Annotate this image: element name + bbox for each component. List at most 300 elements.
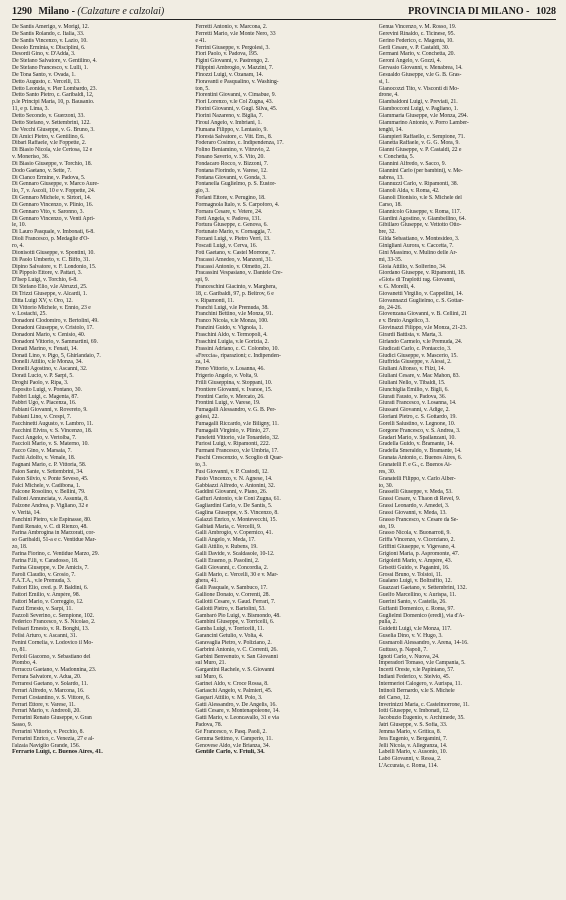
listing-entry: Fornara Cesare, v. Vetere, 24.: [195, 208, 263, 215]
listing-entry: bre, 32.: [378, 229, 396, 236]
listing-entry: Giannuzzi Carlo, v. Ripamonti, 38.: [378, 181, 459, 188]
listing-entry: Galbiati Maria, c. Vercelli, 9.: [195, 523, 262, 530]
listing-entry: Frilli Giuseppina, v. Stoppani, 10.: [195, 379, 273, 386]
listing-entry: Gianoli Dionisio, v.le S. Michele del: [378, 195, 462, 202]
listing-entry: Gargantini Rachele, v. S. Giovanni: [195, 667, 275, 674]
listing-entry: Gerevini Rinaldo, c. Ticinese, 95.: [378, 30, 455, 37]
listing-entry: Di Gennaro Vito, v. Saronno, 3.: [12, 208, 84, 215]
listing-entry: Desolo Erminia, v. Disciplini, 6.: [12, 44, 86, 51]
listing-entry: Fanchini Pietro, v.le Espinasse, 80.: [12, 516, 92, 523]
listing-entry: Farina Giuseppe, v. De Amicis, 7.: [12, 564, 89, 571]
listing-entry: Giambaldoni Luigi, v. Previati, 21.: [378, 99, 458, 106]
listing-entry: Incerti Oreste, v.le Papiniano, 57.: [378, 667, 455, 674]
listing-entry: Faion Sante, v. Settembrini, 34.: [12, 468, 84, 475]
listing-entry: v. Ripamonti, 11.: [195, 297, 235, 304]
listing-entry: res, 30.: [378, 468, 396, 475]
listing-entry: Forzani Luigi, v. Pietro Verri, 13.: [195, 236, 271, 243]
listing-entry: Griffa Vincenzo, v. Cicerziano, 2.: [378, 537, 455, 544]
listing-entry: Giammaria Giuseppe, v.le Monza, 294.: [378, 112, 468, 119]
listing-entry: Giovannazzi Guglielmo, c. S. Gottar-: [378, 297, 464, 304]
listing-entry: Gesualdo Giuseppe, v.le G. B. Gras-: [378, 71, 462, 78]
listing-entry: Farina Fiorino, c. Ventidue Marzo, 29.: [12, 550, 100, 557]
listing-entry: Gini Massimo, v. Mulino delle Ar-: [378, 249, 458, 256]
listing-entry: Fiorentini Giovanni, v. Cimabue, 9.: [195, 92, 276, 99]
listing-entry: Detto Augusto, c. Vercelli, 13.: [12, 78, 81, 85]
listing-entry: e v. Bruto Angelico, 3.: [378, 318, 430, 325]
listing-entry: Gatti Mario, v. Leoncavallo, 31 e via: [195, 715, 279, 722]
listing-entry: Fiori Lorenzo, v.le Col Zugna, 43.: [195, 99, 273, 106]
listing-entry: Donati Marino, v. Fenati, 14.: [12, 345, 78, 352]
listing-entry: gio, 3.: [195, 188, 210, 195]
listing-entry: Gianoli Alda, v. Roma, 42.: [378, 188, 440, 195]
listing-entry: Franceschini Giacinto, v. Marghera,: [195, 284, 277, 291]
listing-entry: Gloriani Pietro, c. S. Gottardo, 19.: [378, 414, 457, 421]
listing-entry: Di Gennaro Giuseppe, v. Marco Aure-: [12, 181, 99, 188]
listing-entry: Ferrario Luigi, c. Buenos Aires, 41.: [12, 749, 103, 756]
listing-entry: Giannicolo Giuseppe, v. Roma, 117.: [378, 208, 462, 215]
listing-entry: Fraschini Aldo, v. Termopoli, 4.: [195, 331, 268, 338]
listing-entry: Franco Nicola, v.le Monza, 100.: [195, 318, 269, 325]
listing-entry: Fenini Cornelia, v. Lodovico il Mo-: [12, 639, 94, 646]
listing-entry: Gorgone Francesco, v. S. Andrea, 3.: [378, 427, 461, 434]
listing-entry: Giuliani Alfonso, v. Filzi, 14.: [378, 366, 446, 373]
listing-entry: Fumagalli Alessandro, v. G. B. Per-: [195, 407, 277, 414]
listing-entry: Donadoni Vittorio, v. Sammartini, 69.: [12, 338, 98, 345]
listing-entry: Di Gennaro Vincenzo, v. Venti Apri-: [12, 215, 95, 222]
listing-entry: Donadoni Giuseppe, v. Cristolo, 17.: [12, 325, 94, 332]
listing-entry: Florestà Salvatore, c. Vitt. Em., 8.: [195, 133, 273, 140]
listing-entry: Giuffrida Giuseppe, v. Alessi, 2.: [378, 359, 452, 366]
listing-entry: Grigoletti Mario, v. Ampère, 43.: [378, 557, 453, 564]
listing-entry: Guselia Dino, v. V. Hugo, 3.: [378, 633, 443, 640]
listing-entry: sul Muro, 6.: [195, 674, 224, 681]
listing-entry: Grisotti Guido, v. Paganini, 16.: [378, 564, 450, 571]
listing-entry: Dioli Francesco, p. Medaglie d'O-: [12, 236, 90, 243]
listing-entry: Giovinazzi Filippo, v.le Monza, 21-23.: [378, 325, 467, 332]
listing-entry: «Giot» di Traplotti rag. Giovanni,: [378, 277, 456, 284]
listing-entry: Giussani Giovanni, v. Adige, 2.: [378, 407, 450, 414]
listing-entry: Guazzari Gaetano, v. Settembrini, 132.: [378, 585, 467, 592]
listing-entry: le, 10.: [12, 222, 26, 229]
columns: [12, 24, 556, 770]
page-header: [12, 6, 556, 20]
listing-entry: Gentile Carlo, v. Friuli, 34.: [195, 749, 265, 756]
listing-entry: De Santis Amerigo, v. Morigi, 12.: [12, 24, 90, 30]
listing-entry: to, 3.: [195, 462, 207, 468]
listing-entry: Fracassini Vespasiano, v. Dantele Cre-: [195, 270, 283, 277]
listing-entry: zo, 18.: [12, 544, 28, 551]
listing-entry: Fiumana Filippo, v. Lentasio, 9.: [195, 126, 268, 133]
listing-entry: Indiani Federico, v. Stelvio, 45.: [378, 674, 451, 681]
listing-entry: drone, 4.: [378, 92, 399, 99]
listing-entry: Firoul Angelo, v. Imbriani, 1.: [195, 119, 262, 126]
listing-entry: Imperadori Tomaso, v.le Campania, 5.: [378, 660, 466, 667]
listing-entry: Droghi Paolo, v. Ripa, 3.: [12, 379, 69, 386]
listing-entry: Ferrarini Vittorio, v. Pecchio, 8.: [12, 728, 84, 735]
listing-entry: Di Cianco Ermine, v. Padova, 5.: [12, 174, 86, 181]
listing-entry: sul Muro, 21.: [195, 660, 226, 667]
listing-entry: Giordano Giuseppe, v. Ripamonti, 18.: [378, 270, 466, 277]
listing-entry: Gilda Sebastiano, v. Montesideo, 3.: [378, 236, 460, 243]
listing-entry: Galli Erasmo, p. Pasolini, 2.: [195, 557, 260, 564]
listing-entry: Girardi Battista, v. Marta, 3.: [378, 331, 443, 338]
listing-entry: Giovenzana Giovanni, v. B. Cellini, 21: [378, 311, 468, 318]
listing-entry: Giudici Giuseppe, v. Mascerio, 15.: [378, 352, 458, 359]
listing-entry: Falci Michele, v. Cadibona, 1.: [12, 482, 81, 489]
listing-entry: Granatelli Filippo, v. Carlo Alber-: [378, 475, 456, 482]
listing-entry: Dionisotti Giuseppe, v. Spontini, 10.: [12, 249, 95, 256]
listing-entry: Di Gennaro Vincenzo, v. Plinio, 16.: [12, 201, 93, 208]
listing-entry: Carso, 18.: [378, 201, 402, 208]
listing-entry: Gioia Attilio, v. Solferino, 34.: [378, 263, 447, 270]
listing-entry: Gabbiazzi Alfredo, v. Antonini, 32.: [195, 482, 275, 489]
listing-entry: Labelli Mario, v. Ausonio, 10.: [378, 749, 447, 756]
listing-entry: Grassi Giovanni, v. Meda, 13.: [378, 509, 447, 516]
listing-entry: Frassini Adriano, c. C. Colombo, 10.: [195, 345, 279, 352]
listing-entry: Fonano Saverio, v. S. Vito, 20.: [195, 154, 265, 161]
listing-entry: Germani Mario, v. Conchetta, 20.: [378, 51, 455, 58]
listing-entry: Funeletti Vittorio, v.le Tonardelo, 32.: [195, 434, 280, 441]
listing-entry: Facci Angelo, v. Vertolba, 7.: [12, 434, 77, 441]
listing-entry: to, 30.: [378, 482, 393, 489]
listing-entry: Giammarino Antonio, v. Porro Lamber-: [378, 119, 469, 126]
listing-entry: v. Verità, 14.: [12, 509, 41, 516]
listing-entry: Ginigliani Aurora, v. Caccetta, 7.: [378, 243, 454, 249]
listing-entry: Gerli Cesare, v. P. Castaldi, 30.: [378, 44, 450, 51]
listing-entry: Galli Giovanni, c. Concordia, 2.: [195, 564, 269, 571]
listing-entry: Facchinetti Augusto, v. Lambro, 11.: [12, 420, 94, 427]
listing-entry: Di Lauro Pasquale, v. Imbonati, 6-8.: [12, 229, 95, 236]
listing-entry: Griffini Giuseppe, v. Vigevano, 4.: [378, 544, 456, 551]
listing-entry: Fattori Elio, cred. p. P. Baldini, 6.: [12, 585, 89, 592]
listing-entry: tenghi, 14.: [378, 126, 403, 133]
listing-entry: Giovanetti Virgilio, v. Cappellini, 14.: [378, 290, 464, 297]
listing-entry: Grasselli Giuseppe, v. Meda, 53.: [378, 489, 453, 496]
listing-entry: Jacobuzio Eugenio, v. Archimede, 35.: [378, 715, 465, 722]
listing-entry: Galli Davide, v. Scaldasole, 10-12.: [195, 550, 275, 557]
listing-entry: ro, 81.: [12, 646, 27, 653]
listing-entry: Jemma Mario, v. Gritica, 8.: [378, 728, 442, 735]
listing-entry: Felisi Arturo, v. Ascanni, 31.: [12, 633, 78, 640]
listing-entry: Grassi Leonardo, v. Amedei, 3.: [378, 503, 450, 510]
listing-entry: Ferrari Alfredo, v. Marcona, 16.: [12, 687, 85, 694]
listing-entry: Franchi Luigi, v.le Premuda, 38.: [195, 304, 269, 311]
left-section: (Calzature e calzolai): [77, 6, 165, 17]
listing-entry: Fracassi Amedeo, v. Manzoni, 31.: [195, 256, 273, 263]
listing-entry: Fiori Paolo, v. Padova, 195.: [195, 51, 259, 58]
listing-entry: Ferrarini Renato Giuseppe, v. Gran: [12, 715, 92, 722]
listing-entry: Gusmaroli Alessandro, v. Arena, 14-16.: [378, 639, 469, 646]
listing-entry: pulia, 2.: [378, 619, 398, 626]
listing-entry: Farina F.lli, v. Caradosso, 18.: [12, 557, 79, 564]
listing-entry: Ferretti Mario, v.le Monte Nero, 33: [195, 30, 276, 37]
listing-entry: ghera, 41.: [195, 578, 218, 585]
listing-entry: Falloni Annunciata, v. Assunta, 8.: [12, 496, 89, 503]
listing-entry: Jatri Giuseppe, v. S. Sofia, 33.: [378, 722, 448, 729]
listing-entry: Grasso Nicola, v. Buonarroti, 9.: [378, 530, 451, 537]
listing-entry: lio, 7, v. Ascoli, 10 e v. Foppette, 24.: [12, 188, 96, 195]
listing-entry: Gatti Alessandro, v. De Angelis, 16.: [195, 701, 277, 708]
listing-entry: Faion Silvio, v. Ponte Seveso, 45.: [12, 475, 89, 482]
listing-entry: Giuliani Cesare, v. Mac Mahon, 83.: [378, 373, 460, 380]
listing-entry: Ferrarini Enrico, c. Venezia, 27 e al-: [12, 735, 95, 742]
listing-entry: Fumagalli Virginio, v. Plinio, 27.: [195, 427, 270, 434]
listing-entry: Fabbri Ugo, v. Piacenza, 16.: [12, 400, 77, 407]
listing-entry: Fabbri Luigi, c. Magenta, 87.: [12, 393, 79, 400]
listing-entry: Federico Francesco, v. S. Nicolao, 2.: [12, 619, 96, 626]
column-3: [379, 24, 556, 770]
listing-entry: Fusto Vincenzo, v. N. Agnese, 14.: [195, 475, 273, 482]
listing-entry: Gradella Smeraldo, v. Bramante, 14.: [378, 448, 462, 455]
listing-entry: De Stefano Salvatore, v. Gentilino, 4.: [12, 58, 97, 65]
listing-entry: Sasso, 9.: [12, 722, 33, 729]
listing-entry: Gaffuri Antonio, v.le Coni Zugna, 61.: [195, 496, 281, 503]
listing-entry: L'Accurata, c. Roma, 114.: [378, 763, 438, 770]
listing-entry: Gianetta Raffaele, v. G. G. Mora, 9.: [378, 140, 460, 147]
listing-entry: Ferraresi Gaetano, v. Solardo, 11.: [12, 681, 88, 687]
listing-entry: Garbrini Antonio, v. C. Correnti, 26.: [195, 646, 278, 653]
listing-entry: Gallione Donato, v. Correnti, 28.: [195, 592, 270, 599]
listing-entry: Filippini Ambrogio, v. Mazzini, 7.: [195, 65, 274, 72]
listing-entry: Gaglina Giuseppe, v. S. Vincenzo, 8.: [195, 509, 279, 516]
listing-entry: Gambini Giuseppe, v. Torricelli, 6.: [195, 619, 275, 626]
listing-entry: Folino Beniamino, v. Vitruvio, 2.: [195, 147, 271, 154]
listing-entry: Furiosi Luigi, v. Ripamonti, 222.: [195, 441, 270, 448]
listing-entry: Girlando Carmelo, v.le Premuda, 24.: [378, 338, 463, 345]
left-city: Milano: [38, 6, 70, 17]
listing-entry: Fanti Renato, v. C. di Rienzo, 48.: [12, 523, 88, 530]
listing-entry: Fabiani Lino, v. Crespi, 7.: [12, 414, 72, 421]
listing-entry: «Freccia», riparazioni; c. Indipenden-: [195, 352, 281, 359]
listing-entry: za, 14.: [195, 359, 211, 366]
listing-entry: do, 24-26.: [378, 304, 402, 311]
listing-entry: Forlani Ettore, v. Perugino, 18.: [195, 195, 266, 202]
listing-entry: Detto Leonida, v. Pier Lombardo, 23.: [12, 85, 97, 92]
listing-entry: si, 1.: [378, 78, 390, 85]
listing-entry: Detto Santo Pietro, c. Garibaldi, 12,: [12, 92, 94, 99]
listing-entry: De Stefano Francesco, v. Lulli, 1.: [12, 65, 89, 72]
listing-entry: so Garibaldi, 51-a e c. Ventidue Mar-: [12, 537, 97, 544]
header-left: 1290 Milano - (Calzature e calzolai): [12, 6, 165, 17]
listing-entry: Di Amici Pietro, v. Gentilino, 6.: [12, 133, 85, 140]
listing-entry: spi, 9.: [195, 277, 209, 284]
listing-entry: Detto Stefano, v. Settembrini, 122.: [12, 119, 91, 126]
listing-entry: Fuschi Crescenzio, v. Scoglio di Quar-: [195, 455, 283, 462]
listing-entry: Esposito Luigi, v. Pontano, 30.: [12, 386, 82, 393]
listing-entry: Gorelli Salustino, v. Legnone, 10.: [378, 420, 456, 427]
listing-entry: Intinoli Bernardo, v.le S. Michele: [378, 687, 455, 694]
listing-entry: Galli Mario, c. Vercelli, 30 e v. Mar-: [195, 571, 278, 578]
listing-entry: Ferrari Mario, v. Andreoli, 20.: [12, 708, 81, 715]
listing-entry: Faroli Claudio, v. Grosio, 7.: [12, 571, 76, 578]
listing-entry: Ferrara Salvatore, v. Adua, 20.: [12, 674, 82, 681]
listing-entry: ton, 5.: [195, 85, 210, 92]
listing-entry: Geroni Angelo, v. Gozzi, 4.: [378, 58, 442, 65]
listing-entry: Gradella Guido, v. Bramante, 14.: [378, 441, 454, 448]
listing-entry: Fioravanti e Pasqualino, v. Washing-: [195, 78, 279, 85]
listing-entry: Gradari Mario, v. Spallanzani, 10.: [378, 434, 456, 441]
listing-entry: 11, e p. Lima, 3.: [12, 106, 49, 113]
listing-entry: Gè Francesco, v. Pasq. Paoli, 2.: [195, 728, 267, 735]
listing-entry: Garancini Getulio, v. Volta, 4.: [195, 633, 264, 640]
listing-entry: Jelli Nicola, v. Allegranza, 14.: [378, 742, 448, 749]
listing-entry: Galli Pasquale, v. Sambuco, 17.: [195, 585, 268, 592]
listing-entry: Fracassi Antonio, v. Olmetto, 21.: [195, 263, 271, 270]
listing-entry: Gemma Settimo, v. Camperio, 11.: [195, 735, 273, 742]
listing-entry: Dodo Gaetano, v. Sette, 7.: [12, 167, 72, 174]
listing-entry: Ferrari Ettore, v. Varese, 11.: [12, 701, 76, 708]
listing-entry: Labò Giovanni, v. Ressa, 2.: [378, 756, 442, 763]
listing-entry: Di Paolo Umberto, v. C. Biffo, 31.: [12, 256, 91, 263]
listing-entry: Gualano Luigi, v. Boltraffio, 12.: [378, 578, 452, 585]
listing-entry: v. Lostachi, 25.: [12, 311, 47, 318]
listing-entry: Gallotti Pietro, v. Bartolini, 53.: [195, 605, 266, 612]
listing-entry: Ferretti Antonio, v. Marcona, 2.: [195, 24, 268, 30]
listing-entry: Fabiani Giovanni, v. Rovereto, 9.: [12, 407, 88, 414]
listing-entry: Fontanella Guglielmo, p. S. Eustor-: [195, 181, 277, 188]
listing-entry: Jera Eugenio, v. Bergamini, 7.: [378, 735, 448, 742]
right-title: PROVINCIA DI MILANO: [408, 6, 524, 17]
listing-entry: Galazzi Enrico, v. Montevecchi, 15.: [195, 516, 277, 523]
listing-entry: Giurati Fausto, v. Padova, 36.: [378, 393, 447, 400]
listing-entry: Giambocconi Luigi, v. Pagliano, 1.: [378, 106, 459, 113]
listing-entry: Desordi Gino, v. D'Adda, 3.: [12, 51, 76, 58]
listing-entry: Grasso Francesco, v. Cesare da Se-: [378, 516, 459, 523]
listing-entry: Padova, 78.: [195, 722, 222, 729]
listing-entry: nabrea, 13.: [378, 174, 404, 181]
listing-entry: Donadoni Clodomiro, v. Bertolini, 49.: [12, 318, 99, 325]
listing-entry: Giannini Carlo (per bambini), v. Me-: [378, 167, 463, 174]
listing-entry: Iotti Giuseppe, v. Imbonati, 12.: [378, 708, 450, 715]
listing-entry: Fazzoli Severino, c. Sempione, 102.: [12, 612, 94, 619]
listing-entry: Gambarò Pio Luigi, v. Bismondo, 48.: [195, 612, 281, 619]
listing-entry: v. G. Morelli, 4.: [378, 284, 415, 291]
listing-entry: Guglielmi Domenico (eredi), via d'A-: [378, 612, 465, 619]
listing-entry: sto, 19.: [378, 523, 396, 530]
listing-entry: Finozzi Luigi, v. Ozanam, 14.: [195, 71, 264, 78]
listing-entry: Giuliani Nello, v. Tibaldi, 15.: [378, 379, 446, 386]
listing-entry: Freno Vittorio, v. Losanna, 46.: [195, 366, 265, 373]
listing-entry: Giannini Alfredo, v. Sacco, 9.: [378, 160, 447, 167]
listing-entry: D'Isep Luigi, v. Torchio, 6-8.: [12, 277, 78, 284]
listing-entry: Fortura Giuseppe, c. Genova, 6.: [195, 222, 268, 229]
listing-entry: Gamba Luigi, v. Torricelli, 11.: [195, 626, 265, 633]
listing-entry: Gibillaro Giuseppe, v. Vettotto Otto-: [378, 222, 462, 229]
listing-entry: Forti Angela, v. Padova, 131.: [195, 215, 262, 222]
listing-entry: Fiorini Nazareno, v. Biglia, 7.: [195, 112, 263, 119]
listing-entry: Di Pippolo Ettore, v. Pattari, 3.: [12, 270, 82, 277]
listing-entry: Gagliardini Carlo, v. De Santis, 5.: [195, 503, 273, 510]
listing-entry: F.A.T.A., v.le Premuda, 3.: [12, 578, 72, 585]
listing-entry: e 41.: [195, 37, 207, 44]
listing-entry: Genua Vincenzo, v. M. Rosso, 19.: [378, 24, 457, 30]
listing-entry: De Santis Rolando, c. Italia, 33.: [12, 30, 85, 37]
listing-entry: Garbini Benvenuto, v. San Giovanni: [195, 653, 278, 660]
listing-entry: Frontini Carlo, v. Mercato, 26.: [195, 393, 265, 400]
listing-entry: Foscati Luigi, v. Cerva, 16.: [195, 243, 257, 249]
listing-entry: Ferraccu Gaetano, v. Madonnina, 23.: [12, 667, 97, 674]
listing-entry: Fiorini Giovanni, v. Gugl. Silva, 45.: [195, 106, 278, 113]
listing-entry: v. Moneriso, 36.: [12, 154, 49, 161]
listing-entry: Di Stefano Elio, v.le Abruzzi, 25.: [12, 284, 88, 291]
listing-entry: Facchini Elvira, v. S. Vincenzo, 18.: [12, 427, 93, 434]
listing-entry: Genovese Aldo, v.le Brianza, 34.: [195, 742, 270, 749]
listing-entry: Fagnani Mario, c. P. Vittoria, 58.: [12, 462, 87, 468]
listing-entry: Garinei Aldo, v. Croce Rossa, 8.: [195, 681, 269, 687]
listing-entry: Giurati Francesco, v. Losanna, 14.: [378, 400, 457, 407]
listing-entry: Gallotti Cesare, v. Gaud. Ferrari, 7.: [195, 598, 276, 605]
listing-entry: De Santis Vincenzo, v. Lazio, 10.: [12, 37, 88, 44]
left-page-number: 1290: [12, 6, 32, 17]
listing-entry: Gervasio Giovanni, v. Menabrea, 14.: [378, 65, 463, 72]
listing-entry: Furmani Francesco, v.le Umbria, 17.: [195, 448, 279, 455]
listing-entry: Galli Ambrogio, v. Copernico, 41.: [195, 530, 273, 537]
listing-entry: Piombo, 4.: [12, 660, 37, 667]
listing-entry: Di Biasio Giuseppe, v. Torchio, 18.: [12, 160, 92, 167]
listing-entry: De Tona Santo, v. Ovada, 1.: [12, 71, 76, 78]
listing-entry: Grassi Cesare, v. Thaon di Revel, 9.: [378, 496, 461, 503]
listing-entry: Detto Secondo, v. Guerzoni, 33.: [12, 112, 85, 119]
listing-entry: v. Conchetta, 5.: [378, 154, 415, 161]
listing-entry: Di Vittorio Michele, v. Ennio, 23 e: [12, 304, 91, 311]
listing-entry: del Carso, 12.: [378, 694, 411, 701]
listing-entry: Guffanti Domenico, c. Roma, 97.: [378, 605, 455, 612]
listing-entry: Fusi Giovanni, v. P. Custodi, 12.: [195, 468, 269, 475]
listing-entry: Guidetti Luigi, v.le Monza, 117.: [378, 626, 452, 633]
listing-entry: Frontiere Giovanni, v. Ivanoe, 15.: [195, 386, 273, 393]
listing-entry: Gianni Giuseppe, v. P. Castaldi, 22 e: [378, 147, 462, 154]
listing-entry: Dorati Lucio, v. P. Sarpi, 5.: [12, 373, 74, 380]
listing-entry: Gariaschi Angelo, v. Palmieri, 45.: [195, 687, 273, 694]
listing-entry: Fondacaro Rocco, v. Bizzoni, 7.: [195, 160, 269, 167]
listing-entry: Ignoti Carlo, v. Nuova, 24.: [378, 653, 440, 660]
listing-entry: Franchini Bettino, v.le Monza, 91.: [195, 311, 274, 318]
listing-entry: Giardini Agostino, v. Giambellino, 64.: [378, 215, 466, 222]
listing-entry: Fattori Emilio, v. Ampère, 98.: [12, 592, 81, 599]
listing-entry: Giudicati Carlo, c. Pontaccio, 3.: [378, 345, 452, 352]
listing-entry: Donelli Agostino, v. Ascanni, 32.: [12, 366, 88, 373]
listing-entry: 18, c. Garibaldi, 97, p. Beltrov, 6 e: [195, 290, 274, 297]
listing-entry: Falzone Andrea, p. Vigliano, 32 e: [12, 503, 89, 510]
listing-entry: Gatti Cesare, v. Montenapoleone, 14.: [195, 708, 280, 715]
listing-entry: Grigioni Maria, p. Aspromonte, 47.: [378, 550, 460, 557]
listing-entry: Granatelli F. e G., c. Buenos Ai-: [378, 462, 452, 468]
listing-entry: l'alzaia Naviglio Grande, 156.: [12, 742, 80, 749]
listing-entry: Donelli Attilio, v.le Monza, 34.: [12, 359, 83, 366]
listing-entry: Fontana Giovanni, v. Gonda, 3.: [195, 174, 267, 181]
listing-entry: golesi, 22.: [195, 414, 219, 421]
listing-entry: mi, 33-35.: [378, 256, 403, 263]
listing-entry: Ferrari Costantino, v. S. Vittore, 6.: [12, 694, 91, 701]
listing-entry: Ferrini Giuseppe, v. Pergolesi, 3.: [195, 44, 270, 51]
listing-entry: Galli Angelo, v. Meda, 17.: [195, 537, 256, 544]
listing-entry: Galli Attilio, v. Rubens, 19.: [195, 544, 258, 551]
listing-entry: Grossi Bruno, v. Tolstoi, 11.: [378, 571, 443, 578]
listing-entry: Di Gennaro Michele, v. Sirtori, 14.: [12, 195, 92, 202]
listing-entry: Frontini Luigi, v. Varese, 19.: [195, 400, 261, 407]
listing-entry: Fazzi Ernesto, v. Sarpi, 11.: [12, 605, 73, 612]
right-page-number: 1028: [536, 6, 556, 17]
listing-entry: Formagnola Italo, v. S. Carpoforo, 4.: [195, 201, 280, 208]
listing-entry: Gerino Federico, c. Magenta, 10.: [378, 37, 454, 44]
listing-entry: Farina Ambrogina in Marzorati, cor-: [12, 530, 95, 537]
listing-entry: Guttuso, p. Napoli, 7.: [378, 646, 428, 653]
listing-entry: Fontana Florindo, v. Varese, 12.: [195, 167, 268, 174]
listing-entry: Figini Giovanni, v. Pastrengo, 2.: [195, 58, 269, 65]
listing-entry: Frigerio Angelo, v. Volta, 9.: [195, 373, 259, 380]
listing-entry: Fraschini Luigia, v.le Gorizia, 2.: [195, 338, 269, 345]
listing-entry: Garavaglia Pietro, v. Poliziano, 2.: [195, 639, 272, 646]
